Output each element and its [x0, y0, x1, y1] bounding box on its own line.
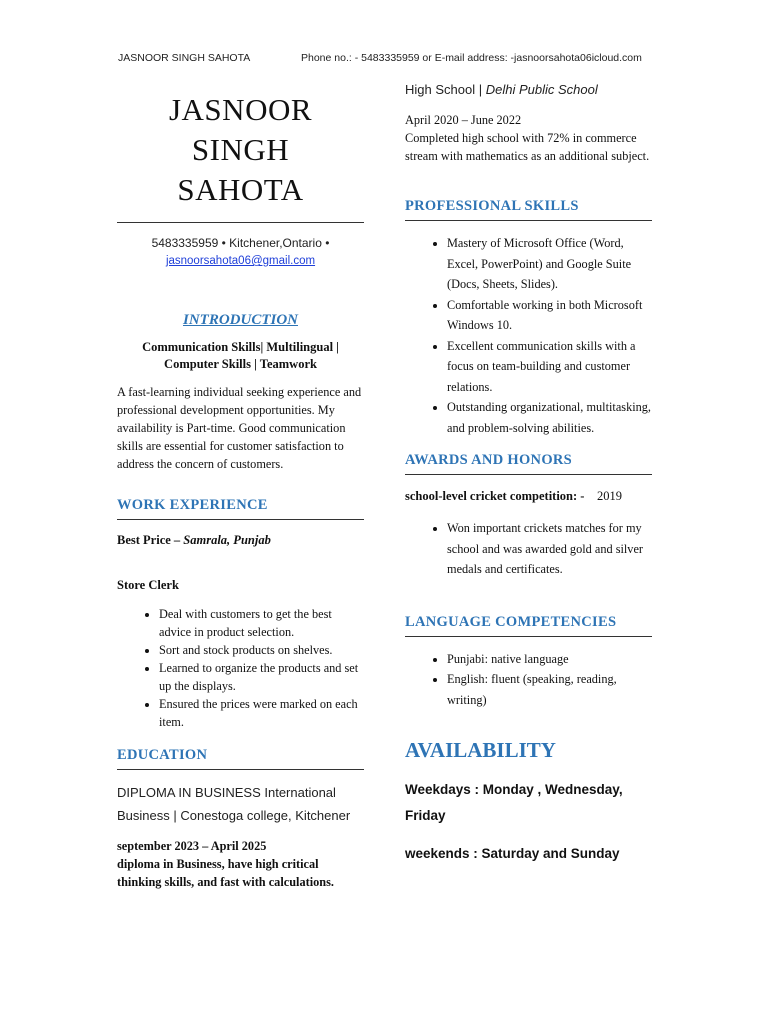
- list-item: • Learned to organize the products and set up the displays.: [159, 659, 364, 695]
- header-contact: Phone no.: - 5483335959 or E-mail address: -jasnoorsahota06icloud.com: [301, 52, 642, 64]
- right-column: [405, 82, 652, 867]
- hs-school-name: Delhi Public School: [485, 82, 598, 97]
- list-item: • Punjabi: native language: [447, 649, 652, 670]
- high-school-title: [405, 82, 652, 97]
- list-item: • Outstanding organizational, multitasking, and problem-solving abilities.: [447, 397, 652, 438]
- left-column: [117, 90, 364, 891]
- introduction-skills: [117, 339, 364, 373]
- availability-heading: AVAILABILITY: [405, 738, 556, 762]
- language-bullet-list: [405, 649, 652, 711]
- education-details: [117, 837, 364, 891]
- availability-weekdays: Weekdays : Monday , Wednesday, Friday: [405, 782, 623, 823]
- award-year: 2019: [596, 489, 622, 503]
- list-item: • Won important crickets matches for my school and was awarded gold and silver medals and certificates.: [447, 518, 652, 580]
- email-link[interactable]: jasnoorsahota06@gmail.com: [165, 255, 316, 267]
- name-divider: [117, 222, 364, 223]
- introduction-paragraph: A fast-learning individual seeking experience and professional development opportunities. My availability is Part-time. Good communication skills are essential for customer satisfaction to address the concern of customers.: [117, 385, 362, 471]
- award-line: [405, 489, 652, 504]
- list-item: • English: fluent (speaking, reading, writing): [447, 669, 652, 710]
- hs-level: High School |: [405, 82, 486, 97]
- resume-name: [117, 90, 364, 210]
- work-experience-heading: WORK EXPERIENCE: [117, 497, 364, 520]
- hs-detail-text: Completed high school with 72% in commerce stream with mathematics as an additional subject.: [405, 131, 650, 163]
- employer-location: Samrala, Punjab: [183, 533, 271, 547]
- introduction-heading: INTRODUCTION: [182, 312, 298, 328]
- header-name: JASNOOR SINGH SAHOTA: [118, 52, 251, 64]
- list-item: • Excellent communication skills with a focus on team-building and customer relations.: [447, 336, 652, 398]
- employer-line: [117, 533, 364, 548]
- list-item: • Sort and stock products on shelves.: [159, 641, 364, 659]
- hs-dates: April 2020 – June 2022: [405, 113, 522, 127]
- skills-bullet-list: [405, 233, 652, 438]
- list-item: • Ensured the prices were marked on each item.: [159, 695, 364, 731]
- education-dates: september 2023 – April 2025: [117, 839, 267, 853]
- contact-phone-location: 5483335959 • Kitchener,Ontario •: [151, 236, 330, 250]
- employer-name: Best Price –: [117, 533, 184, 547]
- list-item: • Comfortable working in both Microsoft Windows 10.: [447, 295, 652, 336]
- education-description: DIPLOMA IN BUSINESS International Business | Conestoga college, Kitchener: [117, 785, 351, 823]
- name-line-1: JASNOOR SINGH: [168, 92, 313, 167]
- availability-weekends: weekends : Saturday and Sunday: [405, 846, 620, 861]
- high-school-details: [405, 111, 652, 165]
- awards-heading: AWARDS AND HONORS: [405, 452, 652, 475]
- job-role: Store Clerk: [117, 578, 179, 592]
- name-line-2: SAHOTA: [177, 172, 304, 207]
- education-detail-text: diploma in Business, have high critical thinking skills, and fast with calculations.: [117, 857, 334, 889]
- professional-skills-heading: PROFESSIONAL SKILLS: [405, 198, 652, 221]
- work-bullet-list: [117, 605, 364, 731]
- intro-skills-line-1: Communication Skills| Multilingual |: [142, 340, 339, 354]
- contact-block: [117, 235, 364, 270]
- intro-skills-line-2: Computer Skills | Teamwork: [164, 357, 317, 371]
- list-item: • Mastery of Microsoft Office (Word, Excel, PowerPoint) and Google Suite (Docs, Sheets, Slides).: [447, 233, 652, 295]
- award-bullet-list: [405, 518, 652, 580]
- education-heading: EDUCATION: [117, 747, 364, 770]
- language-heading: LANGUAGE COMPETENCIES: [405, 614, 652, 637]
- list-item: • Deal with customers to get the best advice in product selection.: [159, 605, 364, 641]
- award-name: school-level cricket competition: -: [405, 489, 588, 503]
